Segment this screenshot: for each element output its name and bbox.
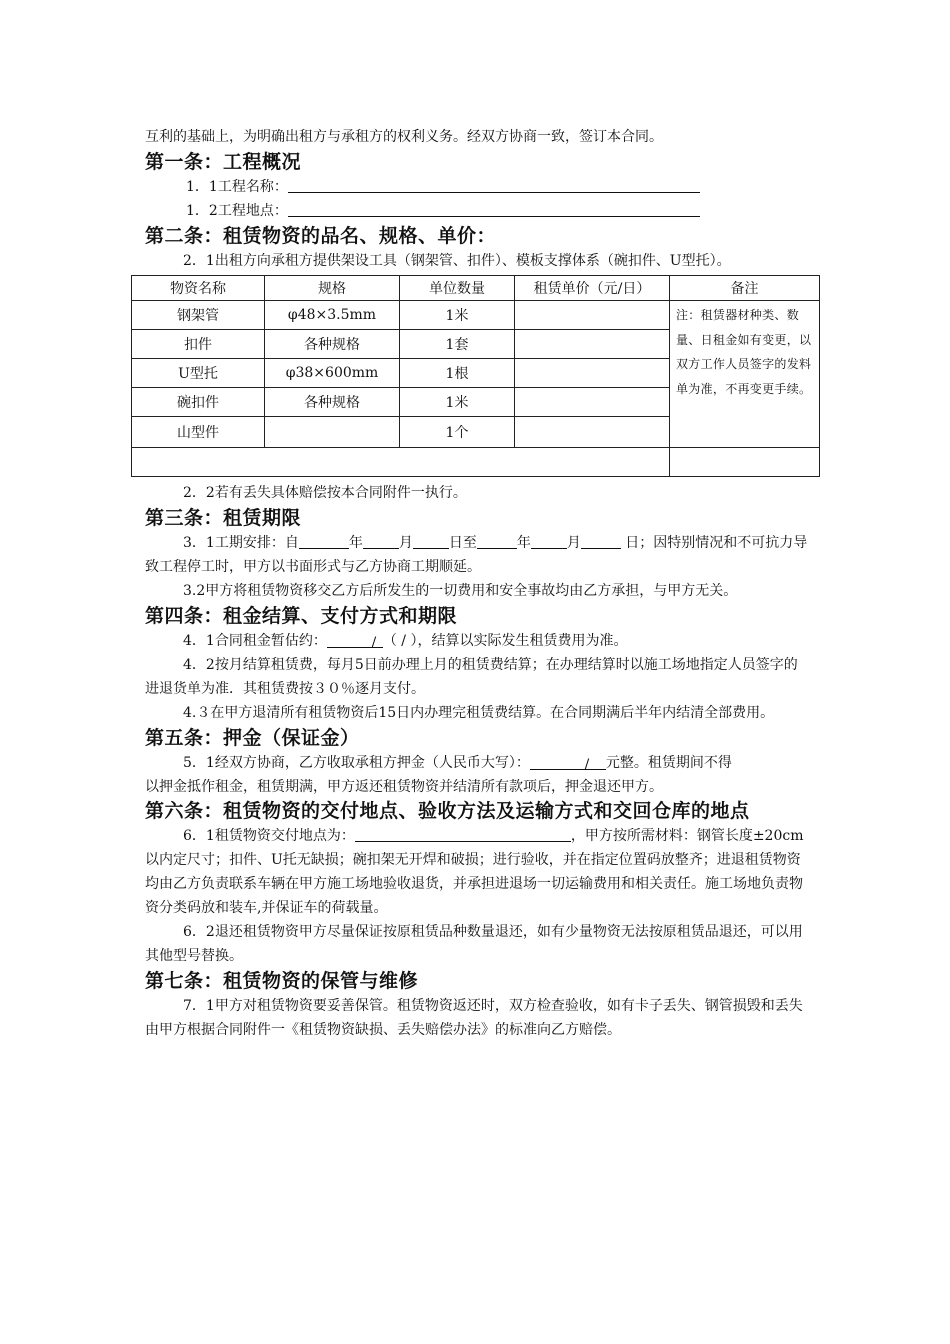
header-spec: 规格 <box>265 276 400 301</box>
cell-spec: 各种规格 <box>265 330 400 359</box>
contract-page <box>145 122 810 1042</box>
table-row <box>132 301 820 330</box>
cell-price[interactable] <box>515 330 670 359</box>
cell-empty[interactable] <box>132 448 670 477</box>
article-2-clause-1: 2．1出租方向承租方提供架设工具（钢架管、扣件）、模板支撑体系（碗扣件、U型托）。 <box>183 253 731 269</box>
project-site-field[interactable] <box>288 200 700 217</box>
article-4-clause-2: 4．2按月结算租赁费，每月5日前办理上月的租赁费结算；在办理结算时以施工场地指定人员签字的进退货单为准．其租赁费按３０％逐月支付。 <box>145 657 798 697</box>
project-name-line <box>145 175 810 199</box>
article-3-heading: 第三条：租赁期限 <box>145 507 302 529</box>
rent-estimate-text: （ / ），结算以实际发生租赁费用为准。 <box>382 633 628 649</box>
article-3-clause-1 <box>145 531 810 579</box>
article-7-heading: 第七条：租赁物资的保管与维修 <box>145 970 419 992</box>
header-unit: 单位数量 <box>400 276 515 301</box>
article-6-heading: 第六条：租赁物资的交付地点、验收方法及运输方式和交回仓库的地点 <box>145 800 750 822</box>
project-site-line <box>145 199 810 223</box>
article-4-clause-3: 4.３在甲方退清所有租赁物资后15日内办理完租赁费结算。在合同期满后半年内结清全部费用。 <box>183 705 775 721</box>
delivery-site-label: 6．1租赁物资交付地点为： <box>183 828 355 844</box>
cell-spec: 各种规格 <box>265 388 400 417</box>
cell-unit: 1套 <box>400 330 515 359</box>
end-year-field[interactable] <box>477 532 517 549</box>
start-day-field[interactable] <box>413 532 449 549</box>
remark-note: 注：租赁器材种类、数量、日租金如有变更，以双方工作人员签字的发料单为准，不再变更手续。 <box>670 301 820 448</box>
end-month-field[interactable] <box>531 532 567 549</box>
cell-unit: 1根 <box>400 359 515 388</box>
cell-name: 扣件 <box>132 330 265 359</box>
term-extension-text: 日；因特别情况和不可抗力导致工程停工时，甲方以书面形式与乙方协商工期顺延。 <box>145 535 808 575</box>
article-2-clause-2: 2．2若有丢失具体赔偿按本合同附件一执行。 <box>183 485 467 501</box>
year-label: 年 <box>348 535 363 551</box>
table-empty-row <box>132 448 820 477</box>
rent-estimate-field[interactable]: / <box>327 631 383 648</box>
project-site-label: 1．2工程地点： <box>186 203 288 219</box>
article-2-heading: 第二条：租赁物资的品名、规格、单价： <box>145 225 497 247</box>
article-5-clause-1-cont: 以押金抵作租金，租赁期满，甲方返还租赁物资并结清所有款项后，押金退还甲方。 <box>145 779 663 795</box>
cell-price[interactable] <box>515 417 670 448</box>
cell-empty-remark[interactable] <box>670 448 820 477</box>
delivery-site-field[interactable] <box>355 825 571 842</box>
article-4-clause-1 <box>145 629 810 653</box>
header-name: 物资名称 <box>132 276 265 301</box>
cell-spec <box>265 417 400 448</box>
goods-table <box>131 275 820 477</box>
article-4-heading: 第四条：租金结算、支付方式和期限 <box>145 605 458 627</box>
start-month-field[interactable] <box>363 532 399 549</box>
intro-paragraph: 互利的基础上，为明确出租方与承租方的权利义务。经双方协商一致，签订本合同。 <box>145 129 663 145</box>
article-7-clause-1: 7．1甲方对租赁物资要妥善保管。租赁物资返还时，双方检查验收，如有卡子丢失、钢管损毁和丢失由甲方根据合同附件一《租赁物资缺损、丢失赔偿办法》的标准向乙方赔偿。 <box>145 998 803 1038</box>
project-name-field[interactable] <box>288 176 700 193</box>
cell-name: 钢架管 <box>132 301 265 330</box>
article-3-clause-2: 3.2甲方将租赁物资移交乙方后所发生的一切费用和安全事故均由乙方承担，与甲方无关。 <box>183 583 738 599</box>
term-from-label: 3．1工期安排：自 <box>183 535 299 551</box>
month-label: 月 <box>398 535 413 551</box>
project-name-label: 1．1工程名称： <box>186 179 288 195</box>
article-6-clause-2: 6．2退还租赁物资甲方尽量保证按原租赁品种数量退还，如有少量物资无法按原租赁品退还，可以用其他型号替换。 <box>145 924 803 964</box>
month-label: 月 <box>566 535 581 551</box>
cell-price[interactable] <box>515 301 670 330</box>
cell-unit: 1米 <box>400 301 515 330</box>
cell-name: U型托 <box>132 359 265 388</box>
deposit-field[interactable]: / <box>530 753 606 770</box>
article-5-heading: 第五条：押金（保证金） <box>145 727 360 749</box>
header-price: 租赁单价（元/日） <box>515 276 670 301</box>
cell-unit: 1米 <box>400 388 515 417</box>
deposit-text: 元整。租赁期间不得 <box>605 755 732 771</box>
table-header-row <box>132 276 820 301</box>
cell-spec: φ48×3.5mm <box>265 301 400 330</box>
cell-name: 山型件 <box>132 417 265 448</box>
header-remark: 备注 <box>670 276 820 301</box>
cell-name: 碗扣件 <box>132 388 265 417</box>
delivery-site-text: ，甲方按所需材料：钢管长度±20cm以内定尺寸；扣件、U托无缺损；碗扣架无开焊和破损；进行验收，并在指定位置码放整齐；进退租赁物资均由乙方负责联系车辆在甲方施工场地验收退货，并承担进退场一切运输费用和相关责任。施工场地负责物资分类码放和装车,并保证车的荷载量。 <box>145 828 804 916</box>
article-6-clause-1 <box>145 824 810 920</box>
end-day-field[interactable] <box>581 532 621 549</box>
cell-spec: φ38×600mm <box>265 359 400 388</box>
cell-unit: 1个 <box>400 417 515 448</box>
article-1-heading: 第一条：工程概况 <box>145 151 302 173</box>
start-year-field[interactable] <box>299 532 349 549</box>
day-to-label: 日至 <box>448 535 477 551</box>
year-label: 年 <box>516 535 531 551</box>
cell-price[interactable] <box>515 359 670 388</box>
rent-estimate-label: 4．1合同租金暂估约： <box>183 633 327 649</box>
deposit-label: 5．1经双方协商，乙方收取承租方押金（人民币大写）： <box>183 755 530 771</box>
cell-price[interactable] <box>515 388 670 417</box>
article-5-clause-1 <box>145 751 810 775</box>
